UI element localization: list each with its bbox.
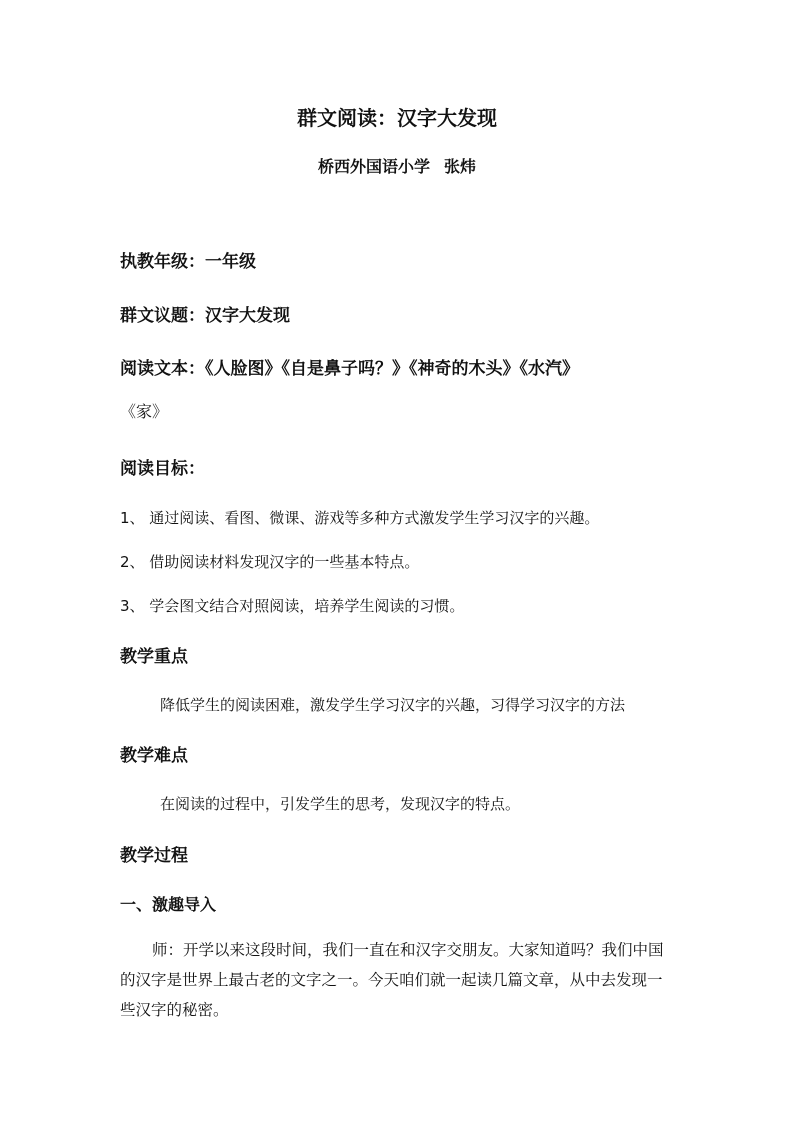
goal-item-3: 3、 学会图文结合对照阅读，培养学生阅读的习惯。 <box>120 597 465 615</box>
difficulty-heading: 教学难点 <box>120 746 188 766</box>
reading-texts-line: 阅读文本：《人脸图》《自是鼻子吗？》《神奇的木头》《水汽》 <box>120 359 579 379</box>
section-1-heading: 一、激趣导入 <box>120 895 217 914</box>
section-1-paragraph: 师：开学以来这段时间，我们一直在和汉字交朋友。大家知道吗？我们中国的汉字是世界上最古老的文字之一。今天咱们就一起读几篇文章，从中去发现一些汉字的秘密。 <box>120 941 664 1019</box>
goals-heading: 阅读目标： <box>120 459 205 479</box>
process-heading: 教学过程 <box>120 846 188 866</box>
grade-line: 执教年级：一年级 <box>120 252 256 272</box>
author-line <box>0 157 794 176</box>
reading-texts-continuation: 《家》 <box>120 402 169 421</box>
document-title: 群文阅读：汉字大发现 <box>297 106 497 130</box>
goal-item-1: 1、 通过阅读、看图、微课、游戏等多种方式激发学生学习汉字的兴趣。 <box>120 509 600 527</box>
school-name: 桥西外国语小学 <box>317 157 430 176</box>
key-points-heading: 教学重点 <box>120 647 188 667</box>
author-name: 张炜 <box>444 157 477 176</box>
goal-item-2: 2、 借助阅读材料发现汉字的一些基本特点。 <box>120 553 420 571</box>
difficulty-text: 在阅读的过程中，引发学生的思考，发现汉字的特点。 <box>160 795 521 813</box>
topic-line: 群文议题：汉字大发现 <box>120 306 290 326</box>
key-points-text: 降低学生的阅读困难，激发学生学习汉字的兴趣，习得学习汉字的方法 <box>160 696 626 714</box>
